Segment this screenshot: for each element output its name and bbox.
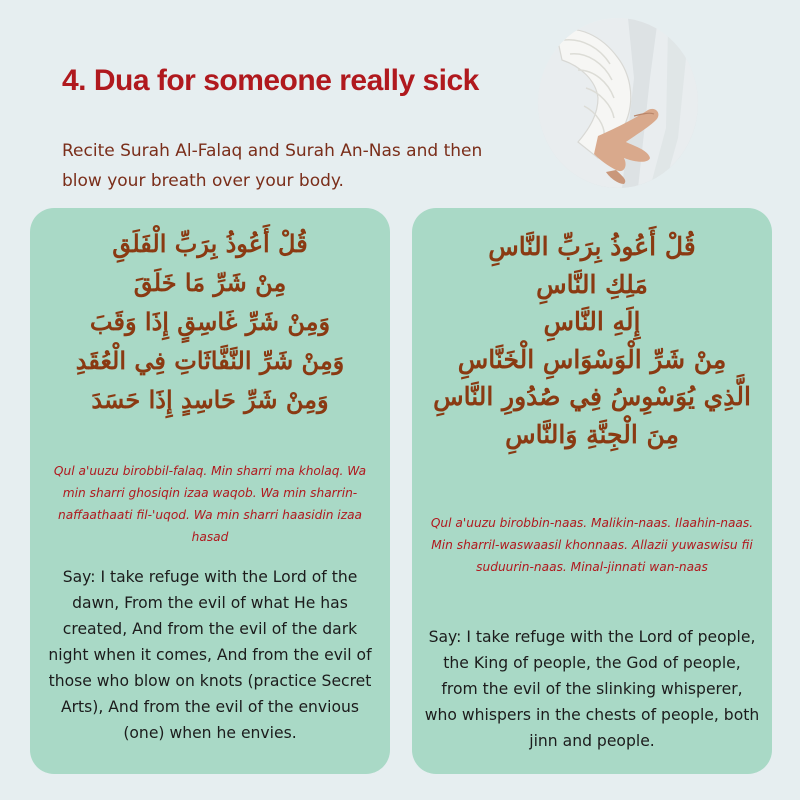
arabic-verse: قُلْ أَعُوذُ بِرَبِّ الْفَلَقِ (112, 229, 308, 258)
arabic-verse: مِنْ شَرِّ الْوَسْوَاسِ الْخَنَّاسِ (457, 344, 727, 374)
arabic-verse: مِنْ شَرِّ مَا خَلَقَ (133, 268, 287, 297)
arabic-verse: وَمِنْ شَرِّ حَاسِدٍ إِذَا حَسَدَ (91, 385, 329, 414)
arabic-verse: مِنَ الْجِنَّةِ وَالنَّاسِ (505, 419, 679, 449)
translation: Say: I take refuge with the Lord of the dawn, From the evil of what He has created, And from the evil of the dark night when it comes, And from the evil of those who blow on knots (practice Secret Arts), And from the evil of the envious (one) when he envies. (48, 568, 372, 742)
transliteration: Qul a'uuzu birobbin-naas. Malikin-naas. Ilaahin-naas. Min sharril-waswaasil khonnaas. Allazii yuwaswisu fii suduurin-naas. Minal-jinnati wan-naas (430, 516, 754, 574)
bandaged-hand-photo (538, 18, 698, 188)
arabic-verse: مَلِكِ النَّاسِ (536, 269, 648, 299)
arabic-verse: إِلَهِ النَّاسِ (543, 307, 641, 336)
arabic-verse: وَمِنْ شَرِّ النَّفَّاثَاتِ فِي الْعُقَدِ (75, 346, 345, 375)
translation: Say: I take refuge with the Lord of people, the King of people, the God of people, from the evil of the slinking whisperer, who whispers in the chests of people, both jinn and people. (424, 628, 760, 750)
arabic-verse: قُلْ أَعُوذُ بِرَبِّ النَّاسِ (488, 232, 696, 261)
page-title: 4. Dua for someone really sick (62, 64, 479, 97)
arabic-verse: وَمِنْ شَرِّ غَاسِقٍ إِذَا وَقَبَ (89, 307, 331, 336)
intro-text: Recite Surah Al-Falaq and Surah An-Nas and then blow your breath over your body. (62, 141, 483, 191)
surah-al-falaq-card (30, 208, 390, 774)
arabic-verse: الَّذِي يُوَسْوِسُ فِي صُدُورِ النَّاسِ (433, 382, 751, 411)
arabic-verses (40, 224, 380, 419)
transliteration: Qul a'uuzu birobbil-falaq. Min sharri ma kholaq. Wa min sharri ghosiqin izaa waqob. Wa min sharrin-naffaathaati fil-'uqod. Wa min sharri haasidin izaa hasad (53, 464, 367, 544)
surah-an-nas-card (412, 208, 772, 774)
arabic-verses (422, 228, 762, 453)
